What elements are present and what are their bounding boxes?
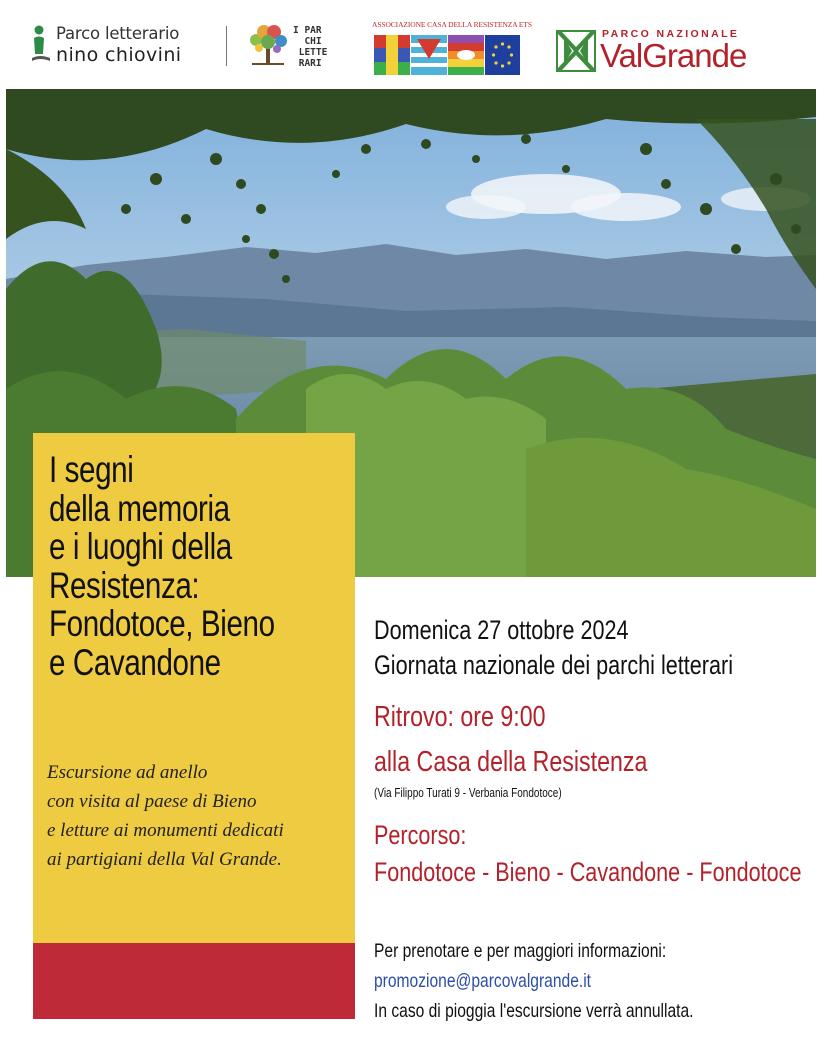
pen-writer-icon [30,24,52,64]
valgrande-mark-icon [556,30,596,72]
title-line: e Cavandone [49,641,221,683]
title-panel [33,433,355,943]
parchi-letterari-text: I PAR CHI LETTE RARI [293,25,328,69]
logo-bar [0,0,824,90]
event-day-name: Giornata nazionale dei parchi letterari [374,650,734,680]
parco-letterario-logo [30,22,220,68]
page-title [49,451,289,682]
event-date: Domenica 27 ottobre 2024 [374,615,629,645]
tree-logo-icon [246,22,290,68]
parchi-letterari-logo [246,22,342,70]
val-grande-logo [556,28,786,76]
contact-email-link[interactable]: promozione@parcovalgrande.it [374,970,592,992]
description-line: e letture ai monumenti dedicati [47,820,284,841]
description-line: con visita al paese di Bieno [47,791,257,812]
associazione-title: ASSOCIAZIONE CASA DELLA RESISTENZA ETS [372,20,532,29]
flags-icon [374,35,520,75]
title-line: I segni [49,449,134,490]
parco-letterario-line1: Parco letterario [56,24,180,43]
meeting-address: (Via Filippo Turati 9 - Verbania Fondotoce) [374,786,562,800]
booking-info: Per prenotare e per maggiori informazioni: [374,940,667,962]
parco-nazionale-label: PARCO NAZIONALE [602,28,740,40]
title-line: Fondotoce, Bieno [49,603,275,644]
val-grande-label: ValGrande [600,37,747,74]
description-line: ai partigiani della Val Grande. [47,849,282,870]
description-line: Escursione ad anello [47,762,208,783]
title-line: della memoria [49,487,230,529]
logo-divider [226,26,227,66]
route: Fondotoce - Bieno - Cavandone - Fondotoce [374,857,802,887]
parco-letterario-line2: nino chiovini [56,44,182,66]
red-accent-bar [33,943,355,1019]
meeting-place: alla Casa della Resistenza [374,746,648,778]
associazione-logo [372,20,532,78]
rain-note: In caso di pioggia l'escursione verrà annullata. [374,1000,694,1022]
meeting-time: Ritrovo: ore 9:00 [374,701,546,733]
route-label: Percorso: [374,820,467,850]
title-line: e i luoghi della [49,526,232,567]
description [47,758,355,874]
title-line: Resistenza: [49,564,200,606]
